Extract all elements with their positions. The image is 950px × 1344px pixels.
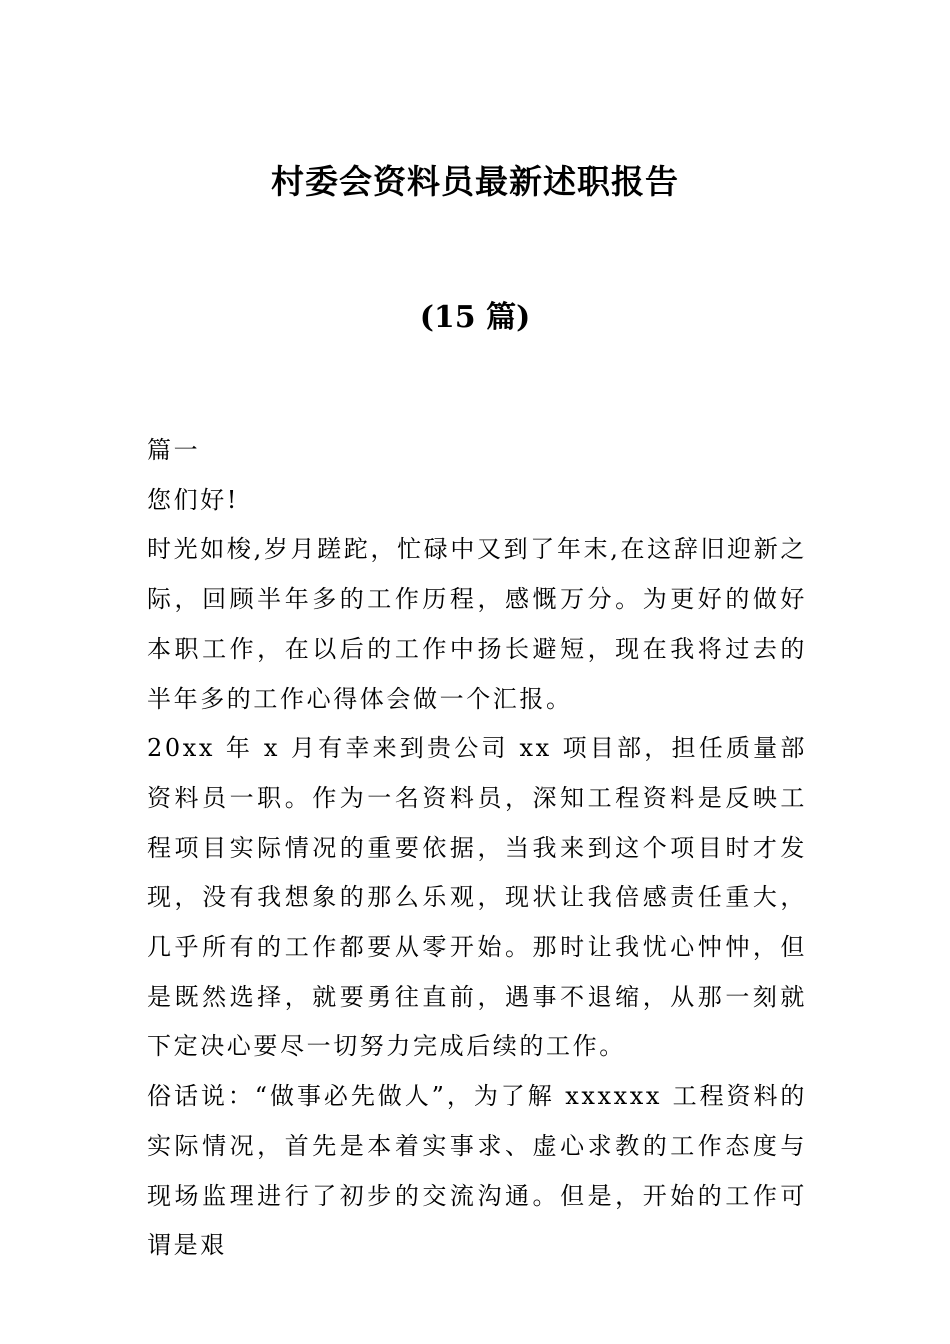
body-paragraph: 俗话说：“做事必先做人”，为了解 xxxxxx 工程资料的实际情况，首先是本着实事求、虚心求教的工作态度与现场监理进行了初步的交流沟通。但是，开始的工作可谓是艰 [147,1082,807,1260]
section-heading: 篇一 [147,436,201,464]
document-title: 村委会资料员最新述职报告 [271,162,679,201]
greeting-paragraph: 您们好! [147,485,240,514]
body-paragraph: 时光如梭,岁月蹉跎，忙碌中又到了年末,在这辞旧迎新之际，回顾半年多的工作历程，感慨万分。为更好的做好本职工作，在以后的工作中扬长避短，现在我将过去的半年多的工作心得体会做一个汇报。 [147,535,807,713]
document-body [147,426,807,1271]
document-subtitle: (15 篇) [419,300,531,335]
body-paragraph: 20xx 年 x 月有幸来到贵公司 xx 项目部，担任质量部资料员一职。作为一名资料员，深知工程资料是反映工程项目实际情况的重要依据，当我来到这个项目时才发现，没有我想象的那么乐观，现状让我倍感责任重大，几乎所有的工作都要从零开始。那时让我忧心忡忡，但是既然选择，就要勇往直前，遇事不退缩，从那一刻就下定决心要尽一切努力完成后续的工作。 [147,734,807,1061]
